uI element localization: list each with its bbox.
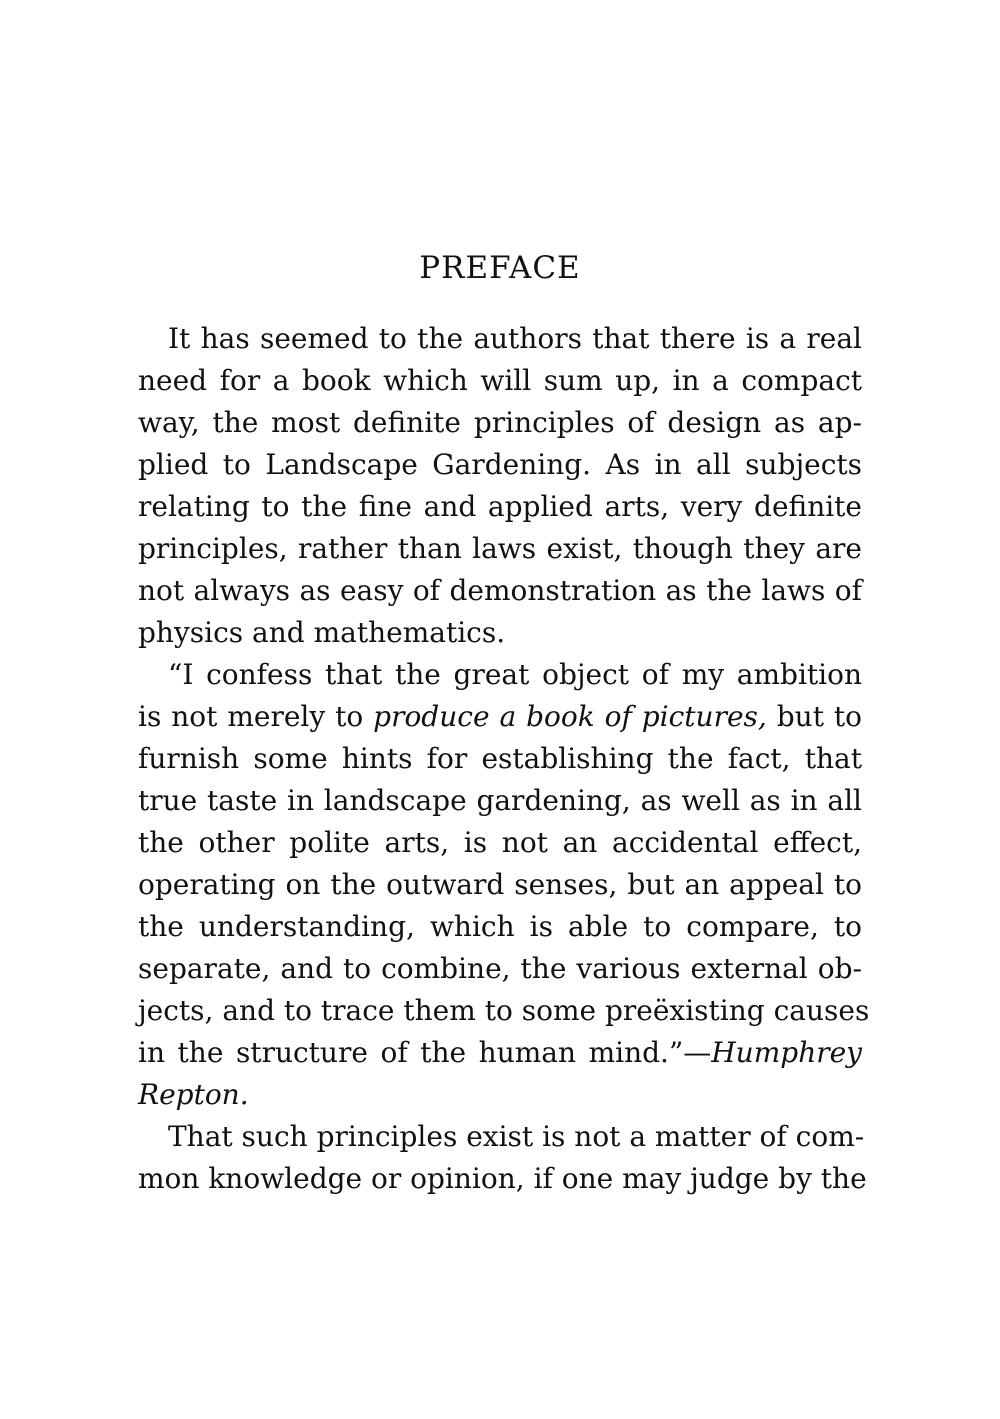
quote-line	[138, 1074, 862, 1116]
quote-line	[138, 1032, 862, 1074]
quote-line: jects, and to trace them to some preëxisting causes	[138, 994, 870, 1027]
quote-line: separate, and to combine, the various external ob-	[138, 952, 862, 985]
paragraph-line: mon knowledge or opinion, if one may judge by the	[138, 1162, 867, 1195]
quote-attribution: Humphrey	[711, 1036, 862, 1069]
paragraph-line: physics and mathematics.	[138, 616, 506, 649]
quote-line: the other polite arts, is not an accidental effect,	[138, 826, 862, 859]
quote-text: but to	[766, 700, 863, 733]
quote-text: in the structure of the human mind.”—	[138, 1036, 712, 1069]
paragraph-line: That such principles exist is not a matter of com-	[168, 1120, 865, 1153]
page-title: PREFACE	[419, 250, 581, 286]
paragraph-line: way, the most definite principles of design as ap-	[138, 406, 862, 439]
quote-line: true taste in landscape gardening, as well as in all	[138, 784, 862, 817]
quote-line: “I confess that the great object of my ambition	[168, 658, 862, 691]
quote-line: operating on the outward senses, but an appeal to	[138, 868, 862, 901]
quote-line	[138, 696, 862, 738]
quote-line: the understanding, which is able to compare, to	[138, 910, 862, 943]
paragraph-line: plied to Landscape Gardening. As in all subjects	[138, 448, 862, 481]
paragraph-line: relating to the fine and applied arts, very definite	[138, 490, 862, 523]
paragraph-line: principles, rather than laws exist, though they are	[138, 532, 862, 565]
paragraph-line: need for a book which will sum up, in a compact	[138, 364, 862, 397]
quote-attribution: Repton.	[138, 1078, 249, 1111]
paragraph-line: not always as easy of demonstration as the laws of	[138, 574, 862, 607]
quote-text: is not merely to	[138, 700, 374, 733]
quote-italic-text: produce a book of pictures,	[373, 700, 767, 733]
paragraph-line: It has seemed to the authors that there is a real	[168, 322, 862, 355]
body-text	[138, 318, 870, 1200]
quote-line: furnish some hints for establishing the fact, that	[138, 742, 862, 775]
